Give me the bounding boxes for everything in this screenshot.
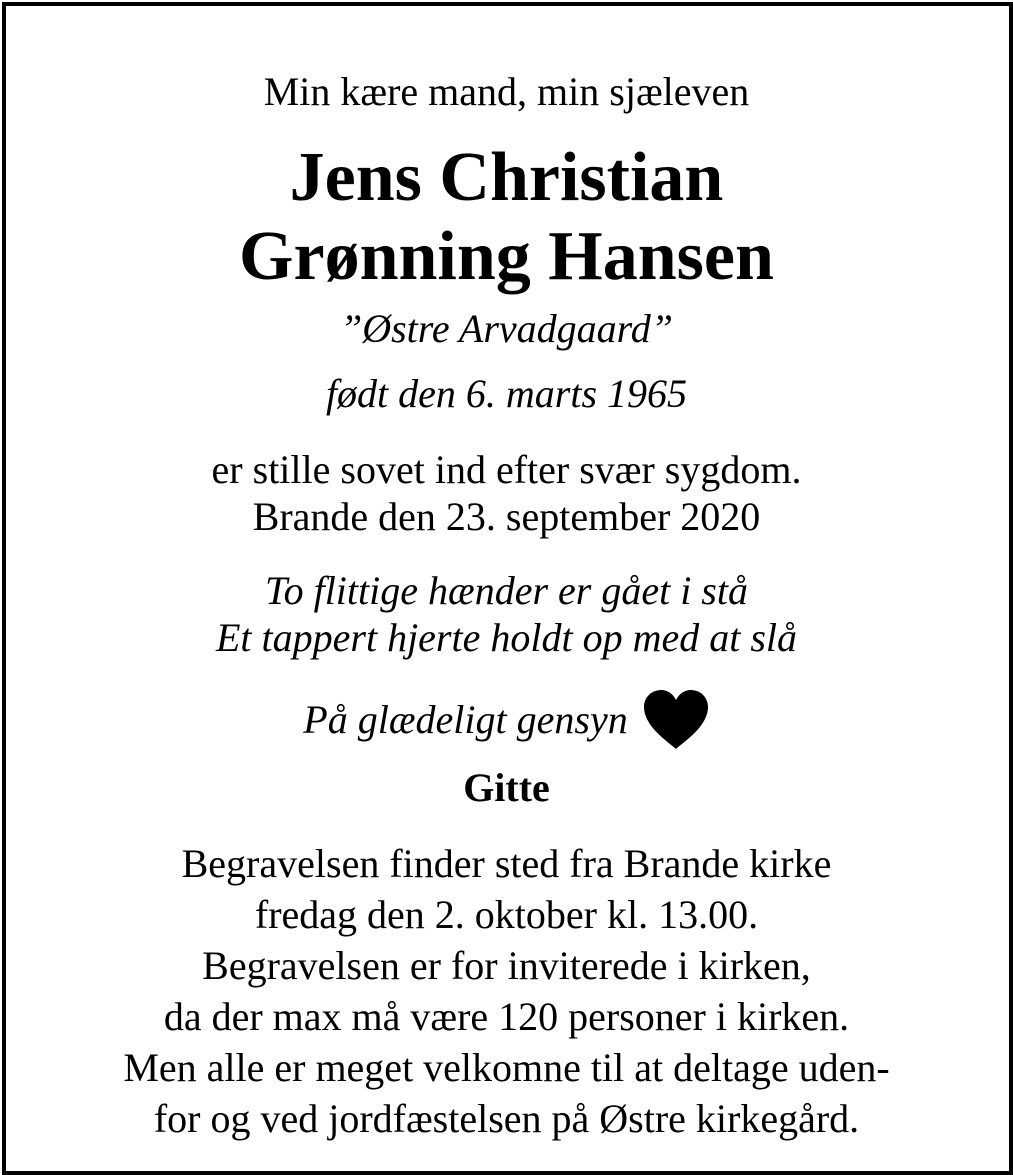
verse-line-2: Et tappert hjerte holdt op med at slå (215, 615, 798, 660)
passing-place-date: Brande den 23. september 2020 (252, 494, 761, 539)
birth-date: født den 6. marts 1965 (325, 371, 688, 416)
verse-line-1: To flittige hænder er gået i stå (265, 568, 748, 613)
funeral-line: da der max må være 120 personer i kirken. (163, 994, 850, 1039)
funeral-line: Begravelsen finder sted fra Brande kirke (181, 841, 832, 886)
farewell-text: På glædeligt gensyn (303, 697, 628, 742)
passing-text: er stille sovet ind efter svær sygdom. (211, 447, 802, 492)
funeral-line: Begravelsen er for inviterede i kirken, (202, 943, 811, 988)
deceased-name-first: Jens Christian (289, 139, 724, 216)
funeral-line: fredag den 2. oktober kl. 13.00. (254, 892, 759, 937)
farewell-line (0, 689, 1013, 751)
funeral-line: for og ved jordfæstelsen på Østre kirkegård. (153, 1096, 860, 1141)
signer-name: Gitte (463, 765, 550, 810)
heart-icon (642, 689, 710, 751)
farm-name: ”Østre Arvadgaard” (339, 306, 673, 351)
funeral-line: Men alle er meget velkomne til at deltage uden- (123, 1045, 890, 1090)
deceased-name-last: Grønning Hansen (239, 218, 774, 295)
intro-text: Min kære mand, min sjæleven (263, 69, 750, 114)
